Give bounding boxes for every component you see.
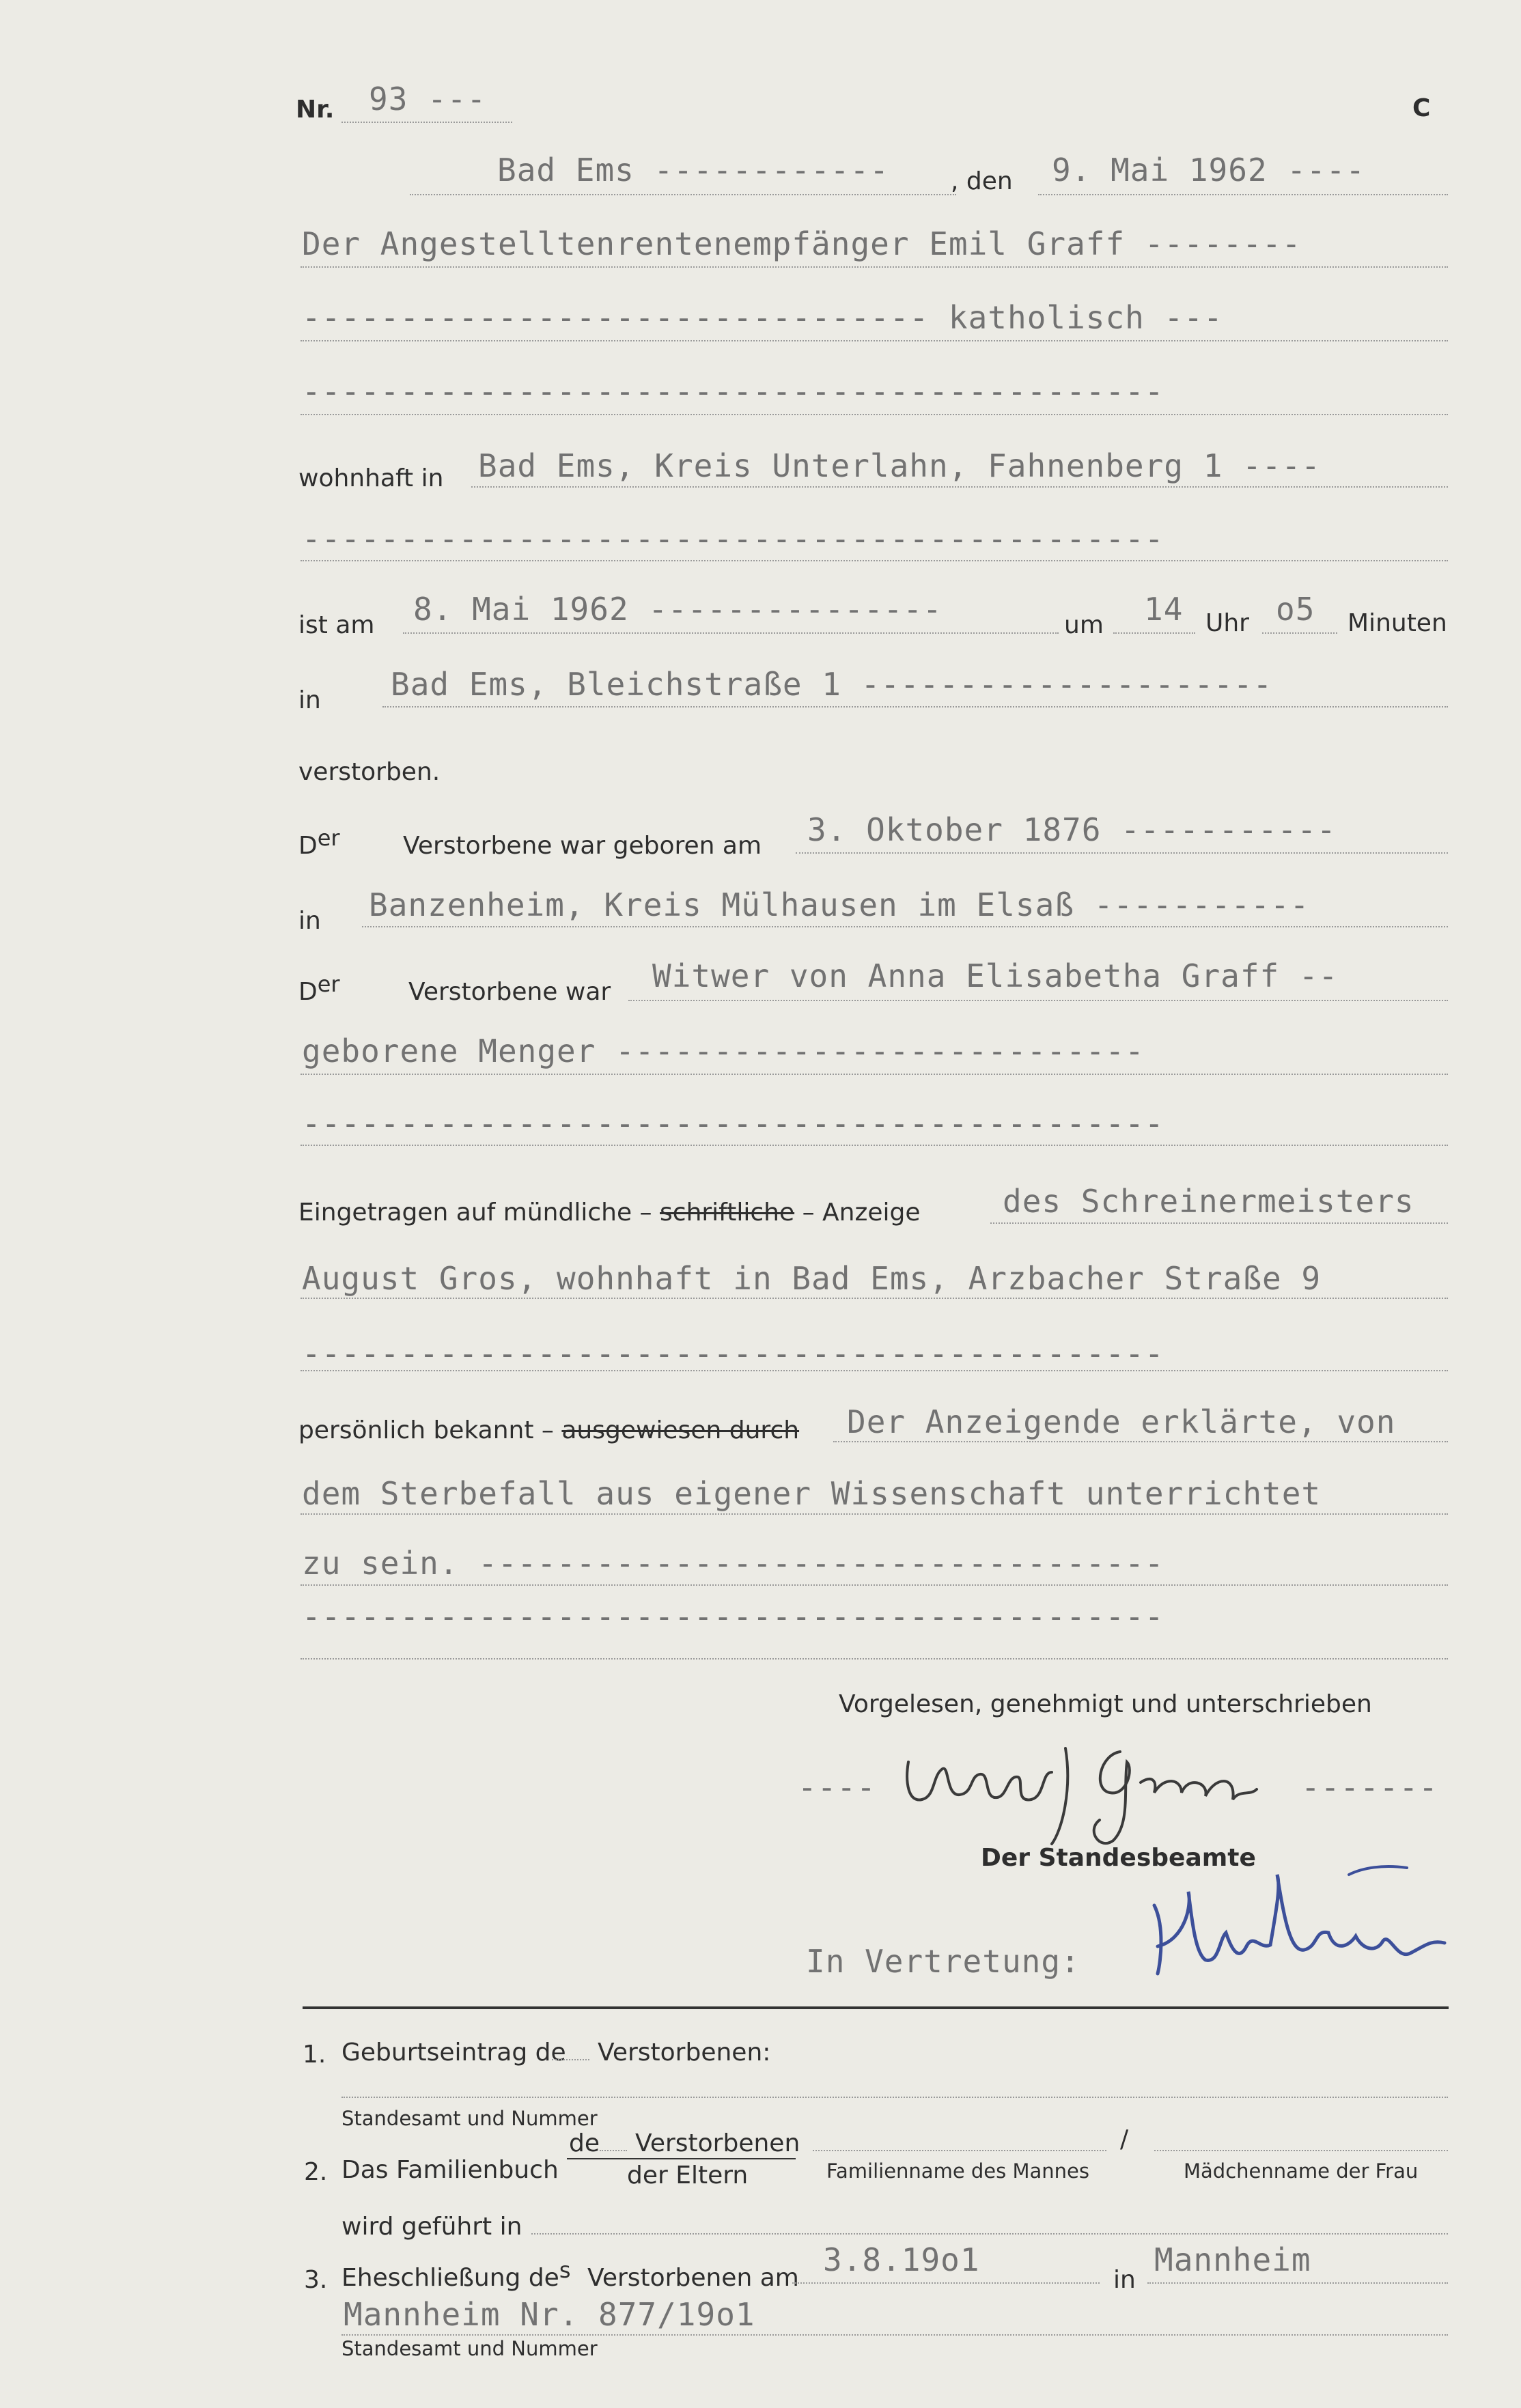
religion-line: -------------------------------- katholisch ---	[302, 299, 1223, 336]
ist-am-label: ist am	[298, 611, 375, 639]
birth-label: Verstorbene war geboren am	[403, 832, 762, 860]
identity-value: Der Anzeigende erklärte, von	[847, 1403, 1396, 1440]
signature-dashes-right: -------	[1301, 1769, 1438, 1806]
den-label: , den	[951, 167, 1013, 195]
um-label: um	[1064, 611, 1104, 639]
footer-item1-caption: Standesamt und Nummer	[341, 2107, 598, 2130]
footer-item2-caption-wife: Mädchenname der Frau	[1184, 2159, 1419, 2183]
minuten-label: Minuten	[1348, 609, 1447, 637]
identity-line2-underline	[301, 1513, 1448, 1515]
footer-item1-label2: Verstorbenen:	[598, 2039, 771, 2067]
footer-item2-kept-line	[531, 2233, 1448, 2235]
marital-underline	[628, 1000, 1448, 1001]
identity-underline	[833, 1441, 1448, 1442]
residence-blank-underline	[301, 560, 1448, 561]
footer-item3-label2: Verstorbenen am	[587, 2264, 799, 2292]
footer-item2-label: Das Familienbuch	[341, 2156, 559, 2184]
footer-item2-lower: der Eltern	[627, 2161, 749, 2189]
death-in-label: in	[298, 686, 321, 714]
birth-place: Banzenheim, Kreis Mülhausen im Elsaß -----------	[369, 886, 1310, 923]
marital-line2: geborene Menger ---------------------------	[302, 1033, 1145, 1069]
section-divider	[303, 2006, 1449, 2009]
residence-value: Bad Ems, Kreis Unterlahn, Fahnenberg 1 ----	[478, 447, 1321, 484]
marriage-registry-underline	[341, 2334, 1448, 2336]
nr-label: Nr.	[296, 96, 335, 124]
footer-item2-fraction-bar	[567, 2158, 796, 2159]
report-underline	[990, 1222, 1448, 1224]
identity-line4-underline	[301, 1658, 1448, 1660]
verstorben-label: verstorben.	[298, 758, 441, 786]
marriage-date-underline	[792, 2282, 1100, 2284]
footer-item3-in: in	[1113, 2266, 1136, 2294]
identity-line3: zu sein. -----------------------------------	[302, 1545, 1164, 1582]
marriage-date: 3.8.19o1	[823, 2241, 980, 2278]
registration-place-line	[410, 194, 956, 195]
death-hour: 14	[1144, 591, 1184, 628]
deceased-name-line: Der Angestelltenrentenempfänger Emil Graff --------	[302, 225, 1302, 262]
registrar-signature	[1144, 1864, 1458, 1980]
footer-item2-upper2: Verstorbenen	[635, 2129, 800, 2157]
report-label: Eingetragen auf mündliche – schriftliche – Anzeige	[298, 1199, 921, 1227]
deceased-name-underline	[301, 266, 1448, 268]
marriage-place-underline	[1147, 2282, 1448, 2284]
birth-d-label: Der	[298, 825, 340, 860]
registrar-label: Der Standesbeamte	[981, 1844, 1256, 1872]
registration-date: 9. Mai 1962 ----	[1052, 152, 1366, 188]
footer-item2-number: 2.	[304, 2158, 328, 2186]
death-place-underline	[382, 706, 1448, 708]
marriage-registry: Mannheim Nr. 877/19o1	[344, 2296, 755, 2333]
entry-number-line	[341, 122, 512, 123]
footer-item2-kept: wird geführt in	[341, 2213, 522, 2241]
report-value: des Schreinermeisters	[1003, 1183, 1414, 1220]
footer-item2-upper-line	[600, 2150, 627, 2151]
informant-underline	[301, 1298, 1448, 1299]
uhr-label: Uhr	[1205, 609, 1249, 637]
report-line3: --------------------------------------------	[302, 1335, 1164, 1372]
identity-label-struck: ausgewiesen durch	[561, 1416, 800, 1444]
footer-item3-label: Eheschließung des	[341, 2257, 571, 2292]
identity-line2: dem Sterbefall aus eigener Wissenschaft unterrichtet	[302, 1475, 1322, 1512]
residence-underline	[471, 486, 1448, 488]
birth-gender-suffix: er	[317, 825, 340, 851]
marriage-place: Mannheim	[1154, 2241, 1311, 2278]
death-place: Bad Ems, Bleichstraße 1 ---------------------	[391, 666, 1273, 703]
footer-item1-label: Geburtseintrag de	[341, 2039, 566, 2067]
entry-number: 93 ---	[369, 81, 487, 117]
footer-husband-line	[813, 2150, 1106, 2151]
footer-item2-caption-husband: Familienname des Mannes	[826, 2159, 1089, 2183]
marital-value: Witwer von Anna Elisabetha Graff --	[652, 957, 1339, 994]
footer-item1-underline	[341, 2097, 1448, 2098]
person-blank-line: --------------------------------------------	[302, 373, 1164, 410]
death-hour-underline	[1113, 632, 1195, 634]
read-approved-label: Vorgelesen, genehmigt und unterschrieben	[839, 1690, 1372, 1718]
identity-line3-underline	[301, 1584, 1448, 1586]
footer-item2-upper: de	[569, 2129, 600, 2157]
footer-item1-suffix-line	[552, 2059, 589, 2060]
death-date-underline	[403, 632, 1059, 634]
marital-d-label: Der	[298, 971, 340, 1006]
death-minutes: o5	[1276, 591, 1315, 628]
footer-item3-caption: Standesamt und Nummer	[341, 2337, 598, 2360]
birth-place-underline	[362, 926, 1448, 927]
death-minutes-underline	[1262, 632, 1337, 634]
person-blank-underline	[301, 414, 1448, 415]
footer-item3-suffix: s	[559, 2257, 571, 2283]
residence-blank-line: --------------------------------------------	[302, 520, 1164, 557]
registration-date-line	[1038, 194, 1448, 195]
signature-dashes-left: ----	[798, 1769, 876, 1806]
report-label-struck: schriftliche	[660, 1199, 795, 1227]
footer-item2-slash: /	[1120, 2125, 1129, 2153]
death-date: 8. Mai 1962 ---------------	[413, 591, 943, 628]
birth-date: 3. Oktober 1876 -----------	[807, 811, 1337, 848]
informant-signature	[895, 1735, 1318, 1851]
birth-in-label: in	[298, 907, 321, 935]
informant-line: August Gros, wohnhaft in Bad Ems, Arzbacher Straße 9	[302, 1260, 1322, 1297]
report-line3-underline	[301, 1370, 1448, 1371]
in-vertretung-label: In Vertretung:	[806, 1943, 1080, 1980]
marital-line3: --------------------------------------------	[302, 1105, 1164, 1142]
marital-line2-underline	[301, 1074, 1448, 1075]
identity-label: persönlich bekannt – ausgewiesen durch	[298, 1416, 800, 1444]
marital-gender-suffix: er	[317, 971, 340, 997]
birth-date-underline	[796, 852, 1448, 854]
marital-label: Verstorbene war	[408, 978, 611, 1006]
marital-line3-underline	[301, 1145, 1448, 1146]
identity-line4: --------------------------------------------	[302, 1598, 1164, 1635]
residence-label: wohnhaft in	[298, 464, 444, 492]
corner-letter: C	[1412, 94, 1431, 122]
footer-wife-line	[1154, 2150, 1448, 2151]
religion-underline	[301, 340, 1448, 341]
footer-item1-number: 1.	[303, 2041, 326, 2069]
footer-item3-number: 3.	[304, 2266, 328, 2294]
registration-place: Bad Ems ------------	[497, 152, 889, 188]
